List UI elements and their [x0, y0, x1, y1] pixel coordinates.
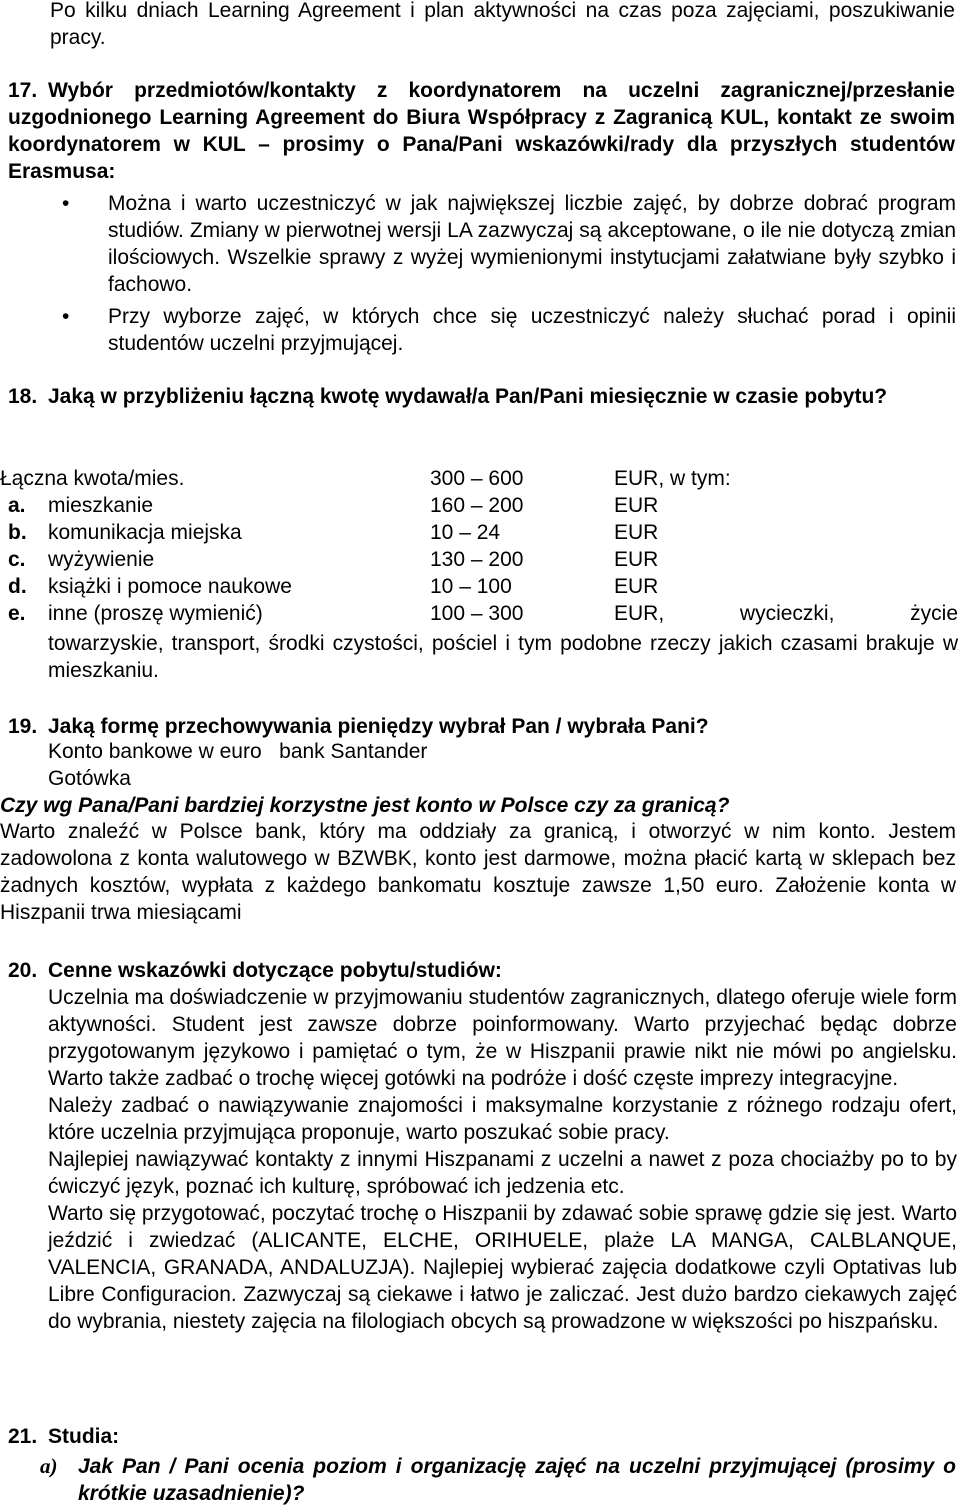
question-19-number: 19.: [8, 715, 38, 738]
cost-letter: a.: [8, 494, 26, 517]
cost-range: 130 – 200: [430, 548, 524, 571]
paragraph: Warto się przygotować, poczytać trochę o Hiszpanii by zdawać sobie sprawę gdzie się jest. Warto jeździć i zwiedzać (ALICANTE, ELCHE, ORIHUELE, plaże LA MANGA, CALBLANQUE, VALENCIA, GRANADA, ANDALUZJA). Najlepiej wybierać zajęcia dodatkowe czyli Optativas lub Libre Configuracion. Zazwyczaj są ciekawe i łatwo je zaliczać. Jest dużo bardzo ciekawych zajęć do wybrania, niestety zajęcia na filologiach obcych są prowadzone w większości po hiszpańsku.: [48, 1202, 957, 1333]
q19-subanswer: Warto znaleźć w Polsce bank, który ma oddziały za granicą, i otworzyć w nim konto. Jestem zadowolona z konta walutowego w BZWBK, konto jest darmowe, można płacić kartą w sklepach bez żadnych kosztów, wypłata z każdego bankomatu kosztuje zawsze 1,50 euro. Założenie konta w Hiszpanii trwa miesiącami: [0, 820, 956, 924]
q19-subquestion: Czy wg Pana/Pani bardziej korzystne jest konto w Polsce czy za granicą?: [0, 794, 730, 817]
list-item: Gotówka: [48, 767, 131, 790]
cost-total-currency: EUR, w tym:: [614, 467, 731, 490]
q20-answer: [48, 984, 957, 1335]
cost-letter: d.: [8, 575, 27, 598]
table-row: [0, 492, 960, 519]
paragraph: Uczelnia ma doświadczenie w przyjmowaniu studentów zagranicznych, dlatego oferuje wiele form aktywności. Student jest zawsze dobrze poinformowany. Warto przyjechać będąc dobrze przygotowanym językowo i pamiętać o tym, że w Hiszpanii prawie nikt nie mówi po angielsku. Warto także zadbać o trochę więcej gotówki na podróże i dość częste imprezy integracyjne.: [48, 986, 957, 1090]
table-row: [0, 546, 960, 573]
cost-letter: c.: [8, 548, 26, 571]
cost-other-continuation: towarzyskie, transport, środki czystości, pościel i tym podobne rzeczy jakich czasami brakuje w mieszkaniu.: [48, 632, 958, 682]
cost-label: inne (proszę wymienić): [48, 602, 263, 625]
question-18-number: 18.: [8, 385, 38, 408]
cost-letter: b.: [8, 521, 27, 544]
list-item: Konto bankowe w euro bank Santander: [48, 740, 428, 763]
intro-paragraph: Po kilku dniach Learning Agreement i plan aktywności na czas poza zajęciami, poszukiwanie pracy.: [50, 0, 955, 49]
cost-total-label: Łączna kwota/mies.: [0, 467, 185, 490]
table-row: [0, 519, 960, 546]
q17-bullet-list: [108, 190, 956, 357]
cost-currency: EUR: [614, 548, 659, 571]
cost-table: [0, 465, 960, 627]
question-19: [8, 713, 955, 740]
cost-currency: EUR: [614, 521, 659, 544]
cost-range: 10 – 100: [430, 575, 512, 598]
question-18-heading: Jaką w przybliżeniu łączną kwotę wydawał/a Pan/Pani miesięcznie w czasie pobytu?: [48, 385, 888, 408]
cost-currency: EUR, wycieczki, życie: [614, 602, 958, 625]
table-row: [0, 573, 960, 600]
question-21: [8, 1423, 955, 1450]
question-20: [8, 957, 955, 984]
question-19-heading: Jaką formę przechowywania pieniędzy wybrał Pan / wybrała Pani?: [48, 715, 709, 738]
q19-answers: [48, 738, 948, 792]
question-18: [8, 383, 955, 410]
cost-range: 160 – 200: [430, 494, 524, 517]
question-21-heading: Studia:: [48, 1425, 120, 1448]
list-item: • Można i warto uczestniczyć w jak największej liczbie zajęć, by dobrze dobrać program studiów. Zmiany w pierwotnej wersji LA zazwyczaj są akceptowane, o ile nie dotyczą zmian ilościowych. Wszelkie sprawy z wyżej wymienionymi instytucjami załatwiane były szybko i fachowo.: [108, 190, 956, 298]
cost-range: 10 – 24: [430, 521, 501, 544]
cost-total-range: 300 – 600: [430, 467, 524, 490]
question-17-number: 17.: [8, 79, 38, 102]
cost-currency: EUR: [614, 575, 659, 598]
cost-range: 100 – 300: [430, 602, 524, 625]
cost-total-row: [0, 465, 960, 492]
cost-label: komunikacja miejska: [48, 521, 242, 544]
question-20-heading: Cenne wskazówki dotyczące pobytu/studiów:: [48, 959, 502, 982]
cost-letter: e.: [8, 602, 26, 625]
question-17-heading: Wybór przedmiotów/kontakty z koordynatorem na uczelni zagranicznej/przesłanie uzgodnionego Learning Agreement do Biura Współpracy z Zagranicą KUL, kontakt ze swoim koordynatorem w KUL – prosimy o Pana/Pani wskazówki/rady dla przyszłych studentów Erasmusa:: [8, 79, 955, 183]
question-21a-letter: a): [40, 1454, 58, 1478]
cost-currency: EUR: [614, 494, 659, 517]
paragraph: Należy zadbać o nawiązywanie znajomości i maksymalne korzystanie z różnego rodzaju ofert, które uczelnia przyjmująca proponuje, warto poszukać sobie pracy.: [48, 1094, 957, 1144]
question-21-number: 21.: [8, 1425, 38, 1448]
paragraph: Najlepiej nawiązywać kontakty z innymi Hiszpanami z uczelni a nawet z poza chociażby po to by ćwiczyć język, poznać ich kulturę, spróbować ich jedzenia etc.: [48, 1148, 957, 1198]
table-row: [0, 600, 960, 627]
question-17: [8, 77, 955, 185]
cost-label: książki i pomoce naukowe: [48, 575, 292, 598]
list-item: • Przy wyborze zajęć, w których chce się uczestniczyć należy słuchać porad i opinii studentów uczelni przyjmującej.: [108, 303, 956, 357]
cost-label: mieszkanie: [48, 494, 154, 517]
question-21a-text: Jak Pan / Pani ocenia poziom i organizację zajęć na uczelni przyjmującej (prosimy o krótkie uzasadnienie)?: [78, 1455, 956, 1505]
cost-label: wyżywienie: [48, 548, 155, 571]
question-20-number: 20.: [8, 959, 38, 982]
